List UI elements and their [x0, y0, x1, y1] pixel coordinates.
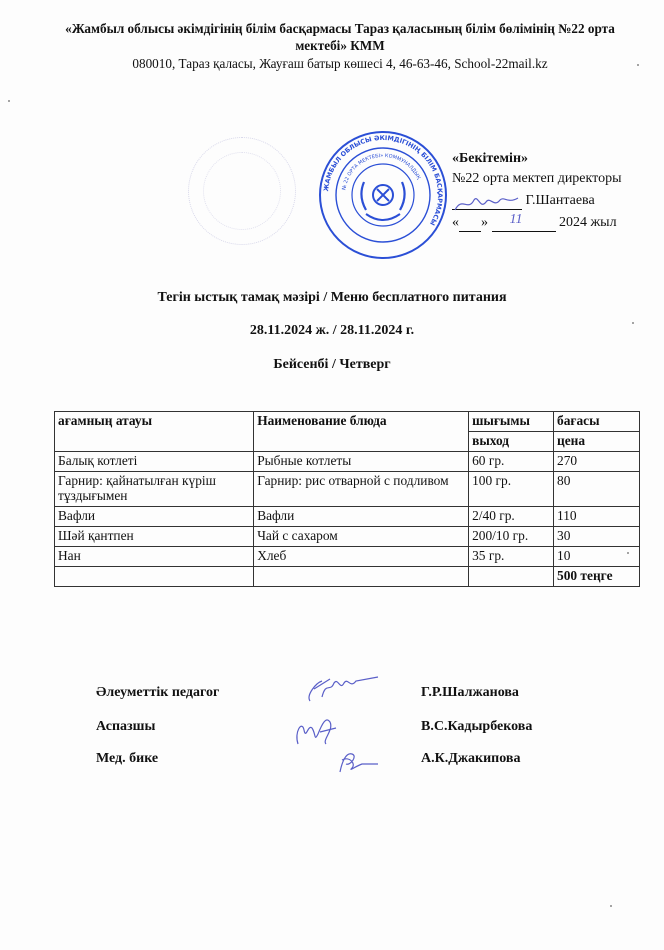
dish-kz: Шәй қантпен	[55, 527, 254, 547]
table-total-row	[55, 567, 640, 587]
header-price-kz: бағасы	[554, 412, 640, 432]
menu-title: Тегін ыстық тамақ мәзірі / Меню бесплатного питания	[157, 290, 507, 305]
date-close-quote: »	[481, 215, 488, 230]
official-stamp	[318, 130, 448, 260]
signer-role: Мед. бике	[96, 751, 159, 766]
signer-role: Аспазшы	[96, 719, 156, 734]
dish-yield: 60 гр.	[469, 452, 554, 472]
stamp-outer-text: ЖАМБЫЛ ОБЛЫСЫ ӘКІМДІГІНІҢ БІЛІМ БАСҚАРМАСЫ	[322, 133, 445, 227]
scan-speck	[610, 905, 612, 907]
cook-signature	[292, 714, 342, 748]
dish-price: 110	[554, 507, 640, 527]
table-header-row	[55, 412, 640, 432]
approval-year: 2024 жыл	[559, 215, 617, 230]
header-yield-kz: шығымы	[469, 412, 554, 432]
dish-yield: 100 гр.	[469, 472, 554, 507]
signer-name: А.К.Джакипова	[421, 751, 521, 766]
table-row	[55, 472, 640, 507]
approval-position: №22 орта мектеп директоры	[452, 171, 622, 186]
faint-stamp-imprint	[188, 137, 296, 245]
scan-speck	[8, 100, 10, 102]
dish-kz: Вафли	[55, 507, 254, 527]
dish-ru: Вафли	[254, 507, 469, 527]
dish-ru: Хлеб	[254, 547, 469, 567]
scan-speck	[632, 322, 634, 324]
menu-table	[54, 411, 640, 587]
dish-price: 30	[554, 527, 640, 547]
dish-yield: 2/40 гр.	[469, 507, 554, 527]
dish-yield: 35 гр.	[469, 547, 554, 567]
dish-kz: Нан	[55, 547, 254, 567]
table-row	[55, 547, 640, 567]
table-row	[55, 527, 640, 547]
director-signature	[452, 192, 520, 214]
organization-name: «Жамбыл облысы әкімдігінің білім басқармасы Тараз қаласының білім бөлімінің №22 орта мектебі» КММ	[65, 21, 615, 53]
dish-yield: 200/10 гр.	[469, 527, 554, 547]
scan-speck	[637, 64, 639, 66]
social-pedagogue-signature	[300, 675, 380, 705]
total-empty-cell	[254, 567, 469, 587]
dish-kz: Гарнир: қайнатылған күріш тұздығымен	[55, 472, 254, 507]
table-row	[55, 452, 640, 472]
header-price-ru: цена	[554, 432, 640, 452]
total-empty-cell	[55, 567, 254, 587]
dish-price: 10	[554, 547, 640, 567]
menu-date: 28.11.2024 ж. / 28.11.2024 г.	[249, 323, 415, 338]
approval-date-line	[452, 214, 617, 232]
dish-kz: Балық котлеті	[55, 452, 254, 472]
signer-role: Әлеуметтік педагог	[96, 685, 220, 700]
signature-row	[96, 718, 596, 736]
header-dish-ru: Наименование блюда	[254, 412, 469, 452]
total-empty-cell	[469, 567, 554, 587]
header-yield-ru: выход	[469, 432, 554, 452]
dish-ru: Гарнир: рис отварной с подливом	[254, 472, 469, 507]
signer-name: В.С.Кадырбекова	[421, 719, 533, 734]
scan-speck	[627, 552, 629, 554]
handwritten-month: 11	[509, 212, 523, 227]
total-price: 500 теңге	[554, 567, 640, 587]
dish-price: 80	[554, 472, 640, 507]
dish-price: 270	[554, 452, 640, 472]
day-blank	[459, 217, 481, 232]
signer-name: Г.Р.Шалжанова	[421, 685, 519, 700]
menu-weekday: Бейсенбі / Четверг	[273, 357, 391, 372]
table-row	[55, 507, 640, 527]
director-name: Г.Шантаева	[525, 193, 595, 208]
organization-address: 080010, Тараз қаласы, Жауғаш батыр көшесі 4, 46-63-46, School-22mail.kz	[132, 56, 548, 71]
stamp-inner-text: № 22 ОРТА МЕКТЕБІ» КОММУНАЛДЫҚ	[341, 152, 422, 191]
approval-title: «Бекітемін»	[452, 151, 529, 166]
dish-ru: Чай с сахаром	[254, 527, 469, 547]
nurse-signature	[332, 748, 382, 774]
dish-ru: Рыбные котлеты	[254, 452, 469, 472]
header-dish-kz: ағамның атауы	[55, 412, 254, 452]
month-blank	[492, 212, 556, 232]
date-open-quote: «	[452, 215, 459, 230]
